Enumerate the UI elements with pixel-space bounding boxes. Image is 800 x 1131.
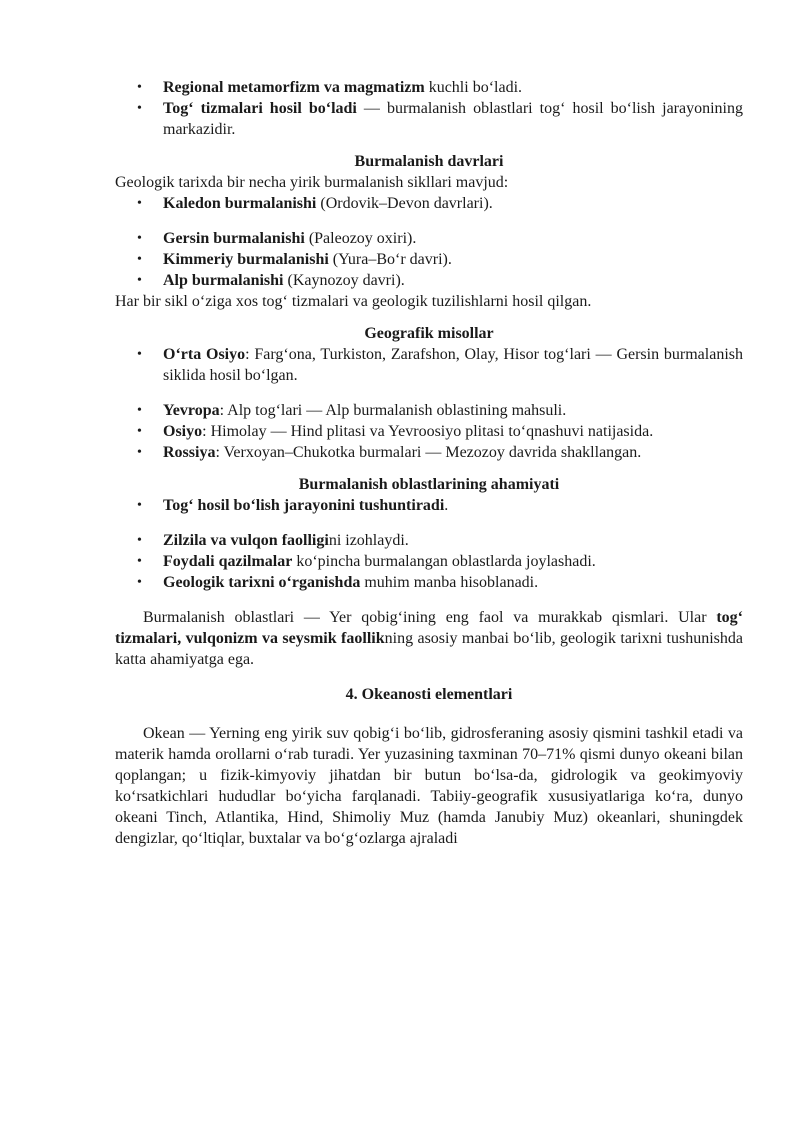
list-item-text: (Ordovik–Devon davrlari). bbox=[316, 195, 493, 212]
list-gap bbox=[115, 516, 743, 530]
list-item bbox=[115, 193, 743, 214]
list-item-bold: O‘rta Osiyo bbox=[163, 346, 246, 363]
list-item bbox=[115, 572, 743, 593]
list-item-bold: Kimmeriy burmalanishi bbox=[163, 251, 329, 268]
list-item-text: — burmalanish oblastlari tog‘ hosil bo‘lish jarayonining markazidir. bbox=[163, 100, 743, 138]
list-item-text: (Yura–Bo‘r davri). bbox=[328, 251, 452, 268]
list-item-text: (Paleozoy oxiri). bbox=[304, 230, 417, 247]
periods-list bbox=[115, 193, 743, 291]
list-item-bold: Tog‘ tizmalari hosil bo‘ladi bbox=[163, 100, 357, 117]
heading-importance: Burmalanish oblastlarining ahamiyati bbox=[298, 476, 560, 493]
bullet: • bbox=[137, 273, 142, 288]
importance-list bbox=[115, 495, 743, 593]
document-page bbox=[115, 77, 743, 849]
paragraph-text: ning asosiy manbai bo‘lib, geologik tarixni tushunishda katta ahamiyatga ega. bbox=[115, 630, 744, 668]
bullet: • bbox=[137, 252, 142, 267]
bullet: • bbox=[137, 231, 142, 246]
list-item-bold: Gersin burmalanishi bbox=[163, 230, 305, 247]
list-item-bold: Rossiya bbox=[163, 444, 216, 461]
list-item bbox=[115, 98, 743, 140]
heading-examples: Geografik misollar bbox=[364, 325, 494, 342]
list-item-bold: Kaledon burmalanishi bbox=[163, 195, 317, 212]
list-item-bold: Yevropa bbox=[163, 402, 220, 419]
list-item bbox=[115, 228, 743, 249]
bullet: • bbox=[137, 445, 142, 460]
periods-intro: Geologik tarixda bir necha yirik burmalanish sikllari mavjud: bbox=[115, 174, 509, 191]
bullet: • bbox=[137, 347, 142, 362]
heading-periods: Burmalanish davrlari bbox=[354, 153, 504, 170]
list-item-bold: Foydali qazilmalar bbox=[163, 553, 293, 570]
importance-paragraph bbox=[115, 607, 743, 670]
bullet: • bbox=[137, 80, 142, 95]
bullet: • bbox=[137, 424, 142, 439]
list-item-bold: Tog‘ hosil bo‘lish jarayonini tushuntiradi bbox=[163, 497, 445, 514]
list-item-text: : Verxoyan–Chukotka burmalari — Mezozoy davrida shakllangan. bbox=[215, 444, 642, 461]
list-item bbox=[115, 530, 743, 551]
list-item-text: . bbox=[444, 497, 449, 514]
list-gap bbox=[115, 386, 743, 400]
top-bullet-list bbox=[115, 77, 743, 140]
list-item-bold: Zilzila va vulqon faolligi bbox=[163, 532, 329, 549]
list-item-text: ni izohlaydi. bbox=[328, 532, 409, 549]
bullet: • bbox=[137, 554, 142, 569]
paragraph-bold: tog‘ tizmalari, vulqonizm va seysmik faollik bbox=[115, 609, 743, 647]
bullet: • bbox=[137, 575, 142, 590]
list-item bbox=[115, 442, 743, 463]
list-item-text: : Farg‘ona, Turkiston, Zarafshon, Olay, Hisor tog‘lari — Gersin burmalanish siklida hosil bo‘lgan. bbox=[163, 346, 743, 384]
list-item-text: : Alp tog‘lari — Alp burmalanish oblastining mahsuli. bbox=[219, 402, 567, 419]
heading-ocean: 4. Okeanosti elementlari bbox=[345, 686, 513, 703]
list-item-bold: Osiyo bbox=[163, 423, 203, 440]
list-item-bold: Geologik tarixni o‘rganishda bbox=[163, 574, 361, 591]
list-item-text: muhim manba hisoblanadi. bbox=[360, 574, 539, 591]
ocean-paragraph: Okean — Yerning eng yirik suv qobig‘i bo‘lib, gidrosferaning asosiy qismini tashkil etadi va materik hamda orollarni o‘rab turadi. Yer yuzasining taxminan 70–71% qismi dunyo okeani bilan qoplangan; u fizik-kimyoviy jihatdan bir butun bo‘lsa-da, gidrologik va geokimyoviy ko‘rsatkichlari hududlar bo‘yicha farqlanadi. Tabiiy-geografik xususiyatlariga ko‘ra, dunyo okeani Tinch, Atlantika, Hind, Shimoliy Muz (hamda Janubiy Muz) okeanlari, shuningdek dengizlar, qo‘ltiqlar, buxtalar va bo‘g‘ozlarga ajraladi bbox=[115, 725, 743, 847]
list-item bbox=[115, 249, 743, 270]
paragraph-text: Burmalanish oblastlari — Yer qobig‘ining eng faol va murakkab qismlari. Ular bbox=[143, 609, 717, 626]
list-item-text: (Kaynozoy davri). bbox=[283, 272, 405, 289]
periods-outro: Har bir sikl o‘ziga xos tog‘ tizmalari va geologik tuzilishlarni hosil qilgan. bbox=[115, 293, 592, 310]
list-item bbox=[115, 551, 743, 572]
list-item-text: : Himolay — Hind plitasi va Yevroosiyo plitasi to‘qnashuvi natijasida. bbox=[202, 423, 654, 440]
list-gap bbox=[115, 214, 743, 228]
bullet: • bbox=[137, 498, 142, 513]
list-item-text: kuchli bo‘ladi. bbox=[424, 79, 523, 96]
bullet: • bbox=[137, 533, 142, 548]
list-item bbox=[115, 344, 743, 386]
list-item-bold: Alp burmalanishi bbox=[163, 272, 284, 289]
list-item-bold: Regional metamorfizm va magmatizm bbox=[163, 79, 425, 96]
bullet: • bbox=[137, 403, 142, 418]
examples-list bbox=[115, 344, 743, 463]
list-item bbox=[115, 77, 743, 98]
list-item bbox=[115, 400, 743, 421]
list-item bbox=[115, 270, 743, 291]
list-item-text: ko‘pincha burmalangan oblastlarda joylashadi. bbox=[292, 553, 596, 570]
list-item bbox=[115, 421, 743, 442]
bullet: • bbox=[137, 196, 142, 211]
list-item bbox=[115, 495, 743, 516]
bullet: • bbox=[137, 101, 142, 116]
